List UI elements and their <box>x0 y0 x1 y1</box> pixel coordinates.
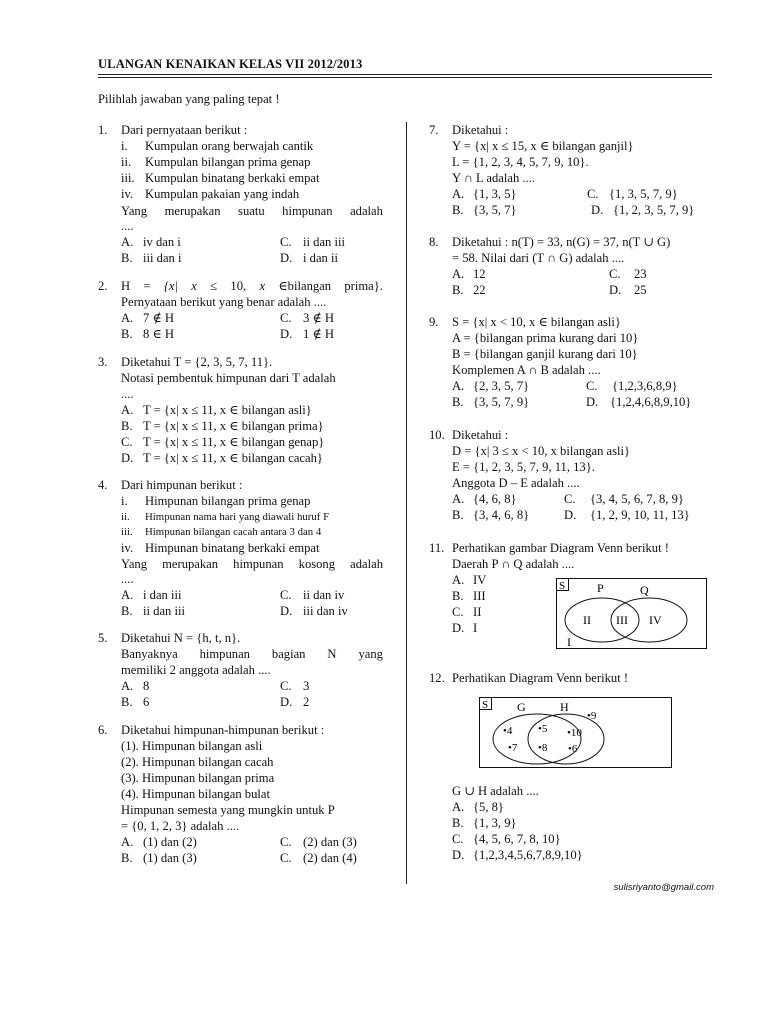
question-number: 11. <box>429 541 445 555</box>
option-text: 3 <box>303 679 310 693</box>
question-line <box>121 646 383 662</box>
option-letter: C. <box>609 267 621 281</box>
page-title: ULANGAN KENAIKAN KELAS VII 2012/2013 <box>98 57 363 71</box>
question-line: = 58. Nilai dari (T ∩ G) adalah .... <box>452 251 625 265</box>
question-dots: .... <box>121 387 134 401</box>
item-text: (1). Himpunan bilangan asli <box>121 739 263 753</box>
title-rule-thin <box>98 77 712 78</box>
option-letter: A. <box>121 403 134 417</box>
question-line: Y ∩ L adalah .... <box>452 171 535 185</box>
set-h-label: H <box>560 700 569 714</box>
question-dots: .... <box>121 572 134 586</box>
set-p-label: P <box>597 581 604 595</box>
option-text: {1, 2, 3, 5, 7, 9} <box>613 203 695 217</box>
option-letter: A. <box>452 573 465 587</box>
option-text: 6 <box>143 695 150 709</box>
option-letter: C. <box>280 835 292 849</box>
question-line: Komplemen A ∩ B adalah .... <box>452 363 601 377</box>
item-text: (2). Himpunan bilangan cacah <box>121 755 274 769</box>
option-text: {1, 3, 5} <box>473 187 517 201</box>
option-text: {4, 5, 6, 7, 8, 10} <box>473 832 561 846</box>
option-text: {3, 4, 5, 6, 7, 8, 9} <box>590 492 684 506</box>
option-text: ii dan iii <box>303 235 345 249</box>
word: x <box>259 279 266 293</box>
word: adalah <box>350 204 383 218</box>
option-letter: A. <box>121 311 134 325</box>
item-text: Kumpulan pakaian yang indah <box>145 187 300 201</box>
option-letter: A. <box>121 679 134 693</box>
question-dots: .... <box>121 219 134 233</box>
option-letter: B. <box>121 851 133 865</box>
item-text: Kumpulan orang berwajah cantik <box>145 139 314 153</box>
option-letter: A. <box>452 800 465 814</box>
word: ∈bilangan <box>278 279 332 293</box>
question-stem <box>121 278 383 294</box>
title-rule <box>98 74 712 75</box>
option-text: 2 <box>303 695 310 709</box>
option-text: 25 <box>634 283 647 297</box>
question-stem: Perhatikan Diagram Venn berikut ! <box>452 671 629 685</box>
item-number: iv. <box>121 541 134 555</box>
word: suatu <box>238 204 265 218</box>
word: kosong <box>298 557 336 571</box>
option-text: iv dan i <box>143 235 181 249</box>
option-text: {1,2,4,6,8,9,10} <box>610 395 692 409</box>
word: prima}. <box>344 279 383 293</box>
question-line: Daerah P ∩ Q adalah .... <box>452 557 575 571</box>
option-letter: A. <box>121 588 134 602</box>
question-number: 6. <box>98 723 108 737</box>
option-text: iii dan iv <box>303 604 348 618</box>
option-letter: D. <box>280 251 293 265</box>
option-letter: C. <box>280 588 292 602</box>
item-number: ii. <box>121 511 130 523</box>
question-line: A = {bilangan prima kurang dari 10} <box>452 331 639 345</box>
option-letter: D. <box>609 283 622 297</box>
element-4: •4 <box>503 725 513 737</box>
instruction: Pilihlah jawaban yang paling tepat ! <box>98 92 280 106</box>
column-divider <box>406 122 407 884</box>
universal-set-label: S <box>559 580 566 592</box>
question-number: 12. <box>429 671 445 685</box>
option-letter: C. <box>280 235 292 249</box>
set-g-ellipse <box>493 714 581 764</box>
option-text: {5, 8} <box>473 800 504 814</box>
question-number: 7. <box>429 123 439 137</box>
option-text: ii dan iv <box>303 588 345 602</box>
option-text: iii dan i <box>143 251 182 265</box>
option-letter: B. <box>121 251 133 265</box>
universal-set-box <box>557 579 707 649</box>
option-letter: D. <box>121 451 134 465</box>
word: = <box>143 279 151 293</box>
option-letter: C. <box>280 679 292 693</box>
element-6: •6 <box>568 743 578 755</box>
universal-set-label: S <box>482 699 489 711</box>
option-letter: C. <box>564 492 576 506</box>
option-text: i dan iii <box>143 588 182 602</box>
venn-diagram-gh <box>479 697 673 769</box>
option-letter: D. <box>280 695 293 709</box>
option-text: {2, 3, 5, 7} <box>473 379 530 393</box>
word: Yang <box>121 557 148 571</box>
option-text: (2) dan (4) <box>303 851 357 865</box>
item-text: Himpunan nama hari yang diawali huruf F <box>145 511 330 523</box>
question-stem: Diketahui T = {2, 3, 5, 7, 11}. <box>121 355 273 369</box>
option-letter: D. <box>280 327 293 341</box>
option-letter: C. <box>280 311 292 325</box>
item-number: i. <box>121 494 128 508</box>
option-letter: A. <box>121 835 134 849</box>
question-line: Notasi pembentuk himpunan dari T adalah <box>121 371 336 385</box>
option-letter: B. <box>452 816 464 830</box>
question-line: G ∪ H adalah .... <box>452 784 539 798</box>
word: x <box>191 279 197 293</box>
item-number: i. <box>121 139 128 153</box>
word: H <box>121 279 131 293</box>
option-text: 8 ∈ H <box>143 327 175 341</box>
word: merupakan <box>162 557 219 571</box>
option-text: 7 ∉ H <box>143 311 175 325</box>
option-text: III <box>473 589 486 603</box>
option-letter: B. <box>452 283 464 297</box>
set-q-label: Q <box>640 583 649 597</box>
item-text: Himpunan bilangan cacah antara 3 dan 4 <box>145 526 322 538</box>
option-text: {1,2,3,6,8,9} <box>612 379 678 393</box>
option-letter: C. <box>280 851 292 865</box>
option-text: (1) dan (2) <box>143 835 197 849</box>
option-letter: C. <box>121 435 133 449</box>
option-text: T = {x| x ≤ 11, x ∈ bilangan genap} <box>143 435 325 449</box>
item-number: iv. <box>121 187 134 201</box>
word: himpunan <box>199 647 250 661</box>
venn-diagram-pq <box>556 578 708 650</box>
option-letter: B. <box>121 695 133 709</box>
word: himpunan <box>282 204 333 218</box>
region-i-label: I <box>567 635 571 649</box>
region-iv-label: IV <box>649 613 662 627</box>
question-number: 10. <box>429 428 445 442</box>
question-number: 8. <box>429 235 439 249</box>
option-text: {1, 3, 5, 7, 9} <box>609 187 678 201</box>
option-text: {1, 2, 9, 10, 11, 13} <box>590 508 690 522</box>
option-letter: B. <box>121 419 133 433</box>
word: N <box>327 647 337 661</box>
question-line: Y = {x| x ≤ 15, x ∈ bilangan ganjil} <box>452 139 634 153</box>
question-line: Pernyataan berikut yang benar adalah .... <box>121 295 327 309</box>
question-stem: Dari himpunan berikut : <box>121 478 243 492</box>
option-letter: C. <box>587 187 599 201</box>
element-5: •5 <box>538 723 548 735</box>
element-9: •9 <box>587 710 597 722</box>
word: ≤ <box>210 279 218 293</box>
option-text: (1) dan (3) <box>143 851 197 865</box>
question-number: 5. <box>98 631 108 645</box>
item-text: Kumpulan binatang berkaki empat <box>145 171 320 185</box>
question-prompt <box>121 556 383 572</box>
option-letter: A. <box>452 492 465 506</box>
option-letter: D. <box>452 848 465 862</box>
question-prompt <box>121 203 383 219</box>
option-text: 8 <box>143 679 150 693</box>
word: Banyaknya <box>121 647 178 661</box>
question-number: 4. <box>98 478 108 492</box>
option-letter: D. <box>452 621 465 635</box>
option-text: {1,2,3,4,5,6,7,8,9,10} <box>473 848 583 862</box>
item-number: iii. <box>121 171 135 185</box>
option-letter: D. <box>586 395 599 409</box>
question-number: 3. <box>98 355 108 369</box>
option-text: 22 <box>473 283 486 297</box>
word: Yang <box>121 204 148 218</box>
question-line: Himpunan semesta yang mungkin untuk P <box>121 803 335 817</box>
word: yang <box>358 647 383 661</box>
question-line: = {0, 1, 2, 3} adalah .... <box>121 819 240 833</box>
question-line: L = {1, 2, 3, 4, 5, 7, 9, 10}. <box>452 155 589 169</box>
option-text: {3, 5, 7} <box>473 203 517 217</box>
option-letter: C. <box>586 379 598 393</box>
option-letter: B. <box>452 508 464 522</box>
question-stem: Diketahui N = {h, t, n}. <box>121 631 241 645</box>
option-letter: A. <box>452 187 465 201</box>
question-line: B = {bilangan ganjil kurang dari 10} <box>452 347 638 361</box>
question-stem: Perhatikan gambar Diagram Venn berikut ! <box>452 541 669 555</box>
option-text: ii dan iii <box>143 604 185 618</box>
option-letter: C. <box>452 605 464 619</box>
item-number: iii. <box>121 526 133 538</box>
option-letter: B. <box>121 604 133 618</box>
question-line: D = {x| 3 ≤ x < 10, x bilangan asli} <box>452 444 631 458</box>
option-text: II <box>473 605 482 619</box>
option-letter: A. <box>452 267 465 281</box>
question-number: 9. <box>429 315 439 329</box>
item-text: Himpunan bilangan prima genap <box>145 494 311 508</box>
element-7: •7 <box>508 742 518 754</box>
word: merupakan <box>164 204 221 218</box>
option-letter: A. <box>452 379 465 393</box>
option-letter: B. <box>452 589 464 603</box>
question-stem: Diketahui : <box>452 123 509 137</box>
option-letter: D. <box>591 203 604 217</box>
question-stem: S = {x| x < 10, x ∈ bilangan asli} <box>452 315 621 329</box>
option-text: 1 ∉ H <box>303 327 335 341</box>
option-text: i dan ii <box>303 251 338 265</box>
option-text: {1, 3, 9} <box>473 816 517 830</box>
element-10: •10 <box>567 727 582 739</box>
question-stem: Dari pernyataan berikut : <box>121 123 248 137</box>
option-text: (2) dan (3) <box>303 835 357 849</box>
option-text: {3, 5, 7, 9} <box>473 395 530 409</box>
option-text: I <box>473 621 478 635</box>
option-text: 3 ∉ H <box>303 311 335 325</box>
option-text: {3, 4, 6, 8} <box>473 508 530 522</box>
question-number: 1. <box>98 123 108 137</box>
word: 10, <box>230 279 247 293</box>
question-stem: Diketahui himpunan-himpunan berikut : <box>121 723 325 737</box>
question-line: Anggota D – E adalah .... <box>452 476 580 490</box>
item-text: Kumpulan bilangan prima genap <box>145 155 311 169</box>
element-8: •8 <box>538 742 548 754</box>
item-text: Himpunan binatang berkaki empat <box>145 541 320 555</box>
word: bagian <box>271 647 306 661</box>
question-line: E = {1, 2, 3, 5, 7, 9, 11, 13}. <box>452 460 595 474</box>
word: {x| <box>163 279 178 293</box>
option-letter: B. <box>452 395 464 409</box>
question-line: memiliki 2 anggota adalah .... <box>121 663 271 677</box>
item-number: ii. <box>121 155 132 169</box>
item-text: (4). Himpunan bilangan bulat <box>121 787 270 801</box>
option-letter: B. <box>452 203 464 217</box>
option-text: T = {x| x ≤ 11, x ∈ bilangan prima} <box>143 419 324 433</box>
option-text: 12 <box>473 267 486 281</box>
region-ii-label: II <box>583 613 591 627</box>
option-text: {4, 6, 8} <box>473 492 517 506</box>
question-number: 2. <box>98 279 108 293</box>
option-letter: C. <box>452 832 464 846</box>
option-letter: A. <box>121 235 134 249</box>
word: himpunan <box>233 557 284 571</box>
item-text: (3). Himpunan bilangan prima <box>121 771 275 785</box>
option-letter: D. <box>280 604 293 618</box>
option-text: T = {x| x ≤ 11, x ∈ bilangan asli} <box>143 403 312 417</box>
set-g-label: G <box>517 700 526 714</box>
option-text: T = {x| x ≤ 11, x ∈ bilangan cacah} <box>143 451 323 465</box>
option-letter: D. <box>564 508 577 522</box>
option-text: 23 <box>634 267 647 281</box>
footer-email: sulisriyanto@gmail.com <box>613 882 714 893</box>
question-stem: Diketahui : <box>452 428 509 442</box>
question-stem: Diketahui : n(T) = 33, n(G) = 37, n(T ∪ G) <box>452 235 671 249</box>
option-letter: B. <box>121 327 133 341</box>
region-iii-label: III <box>616 613 628 627</box>
word: adalah <box>350 557 383 571</box>
option-text: IV <box>473 573 487 587</box>
